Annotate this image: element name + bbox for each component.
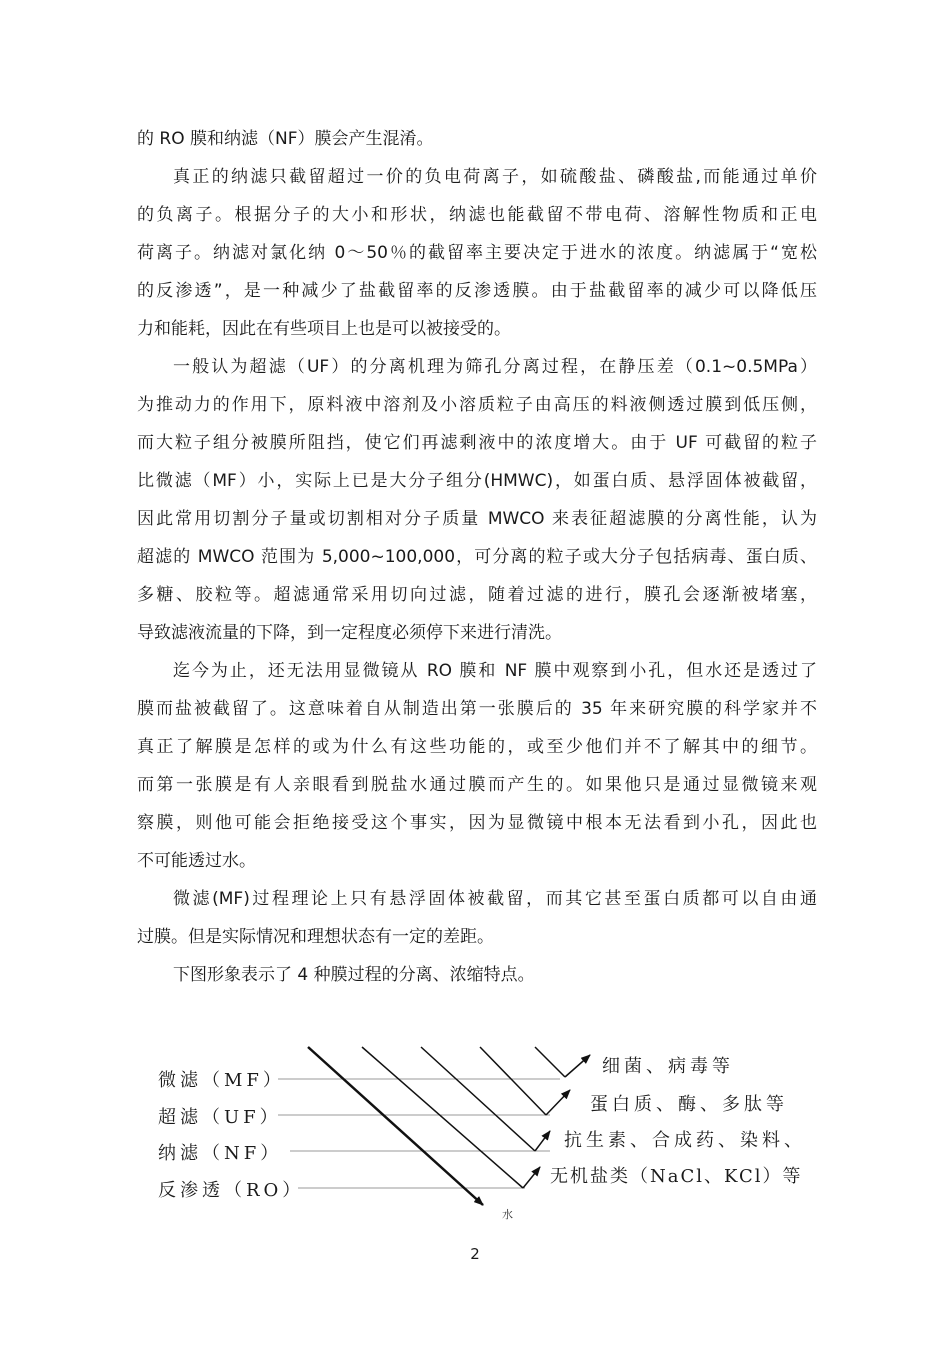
process-label-mf: 微滤（MF）: [158, 1070, 285, 1091]
uf-retention-arrow: [546, 1090, 570, 1115]
text-line: 而第一张膜是有人亲眼看到脱盐水通过膜而产生的。如果他只是通过显微镜来观: [137, 775, 817, 795]
text-line: 下图形象表示了 4 种膜过程的分离、浓缩特点。: [173, 965, 535, 985]
ro-retention-arrow: [523, 1167, 540, 1188]
text-line: 导致滤液流量的下降，到一定程度必须停下来进行清洗。: [137, 623, 562, 643]
text-line: 荷离子。纳滤对氯化纳 0～50％的截留率主要决定于进水的浓度。纳滤属于“宽松: [137, 243, 817, 263]
retained-label-mf: 细菌、病毒等: [602, 1056, 734, 1077]
text-line: 微滤(MF)过程理论上只有悬浮固体被截留，而其它甚至蛋白质都可以自由通: [173, 889, 817, 909]
body-text: [137, 120, 817, 994]
text-line: 迄今为止，还无法用显微镜从 RO 膜和 NF 膜中观察到小孔，但水还是透过了: [173, 661, 817, 681]
text-line: 比微滤（MF）小，实际上已是大分子组分(HMWC)，如蛋白质、悬浮固体被截留，: [137, 471, 817, 491]
membrane-process-diagram: [150, 1040, 830, 1230]
text-line: 力和能耗，因此在有些项目上也是可以被接受的。: [137, 319, 511, 339]
nf-retention-arrow: [535, 1131, 550, 1151]
text-line: 因此常用切割分子量或切割相对分子质量 MWCO 来表征超滤膜的分离性能，认为: [137, 509, 817, 529]
water-arrow: [308, 1047, 483, 1205]
process-label-ro: 反渗透（RO）: [158, 1180, 305, 1201]
retained-label-uf: 蛋白质、酶、多肽等: [590, 1094, 788, 1115]
text-line: 而大粒子组分被膜所阻挡，使它们再滤剩液中的浓度增大。由于 UF 可截留的粒子: [137, 433, 817, 453]
process-label-uf: 超滤（UF）: [158, 1107, 282, 1128]
text-line: 真正了解膜是怎样的或为什么有这些功能的，或至少他们并不了解其中的细节。: [137, 737, 817, 757]
text-line: 察膜，则他可能会拒绝接受这个事实，因为显微镜中根本无法看到小孔，因此也: [137, 813, 817, 833]
text-line: 的 RO 膜和纳滤（NF）膜会产生混淆。: [137, 129, 434, 149]
text-line: 不可能透过水。: [137, 851, 256, 871]
text-line: 多糖、胶粒等。超滤通常采用切向过滤，随着过滤的进行，膜孔会逐渐被堵塞，: [137, 585, 817, 605]
retained-label-nf: 抗生素、合成药、染料、: [564, 1130, 806, 1151]
mf-diagonal: [535, 1047, 565, 1077]
retained-label-ro: 无机盐类（NaCl、KCl）等: [550, 1166, 803, 1187]
text-line: 的反渗透”，是一种减少了盐截留率的反渗透膜。由于盐截留率的减少可以降低压: [137, 281, 817, 301]
text-line: 的负离子。根据分子的大小和形状，纳滤也能截留不带电荷、溶解性物质和正电: [137, 205, 817, 225]
text-line: 膜而盐被截留了。这意味着自从制造出第一张膜后的 35 年来研究膜的科学家并不: [137, 699, 817, 719]
nf-diagonal: [421, 1047, 535, 1151]
process-label-nf: 纳滤（NF）: [158, 1143, 283, 1164]
text-line: 为推动力的作用下，原料液中溶剂及小溶质粒子由高压的料液侧透过膜到低压侧，: [137, 395, 817, 415]
text-line: 一般认为超滤（UF）的分离机理为筛孔分离过程，在静压差（0.1~0.5MPa）: [173, 357, 817, 377]
text-line: 超滤的 MWCO 范围为 5,000~100,000，可分离的粒子或大分子包括病毒、蛋白质、: [137, 547, 817, 567]
text-line: 过膜。但是实际情况和理想状态有一定的差距。: [137, 927, 494, 947]
water-label: 水: [502, 1208, 513, 1221]
text-line: 真正的纳滤只截留超过一价的负电荷离子，如硫酸盐、磷酸盐,而能通过单价: [173, 167, 817, 187]
uf-diagonal: [480, 1047, 546, 1115]
mf-retention-arrow: [565, 1055, 590, 1077]
page-number: 2: [470, 1245, 480, 1263]
